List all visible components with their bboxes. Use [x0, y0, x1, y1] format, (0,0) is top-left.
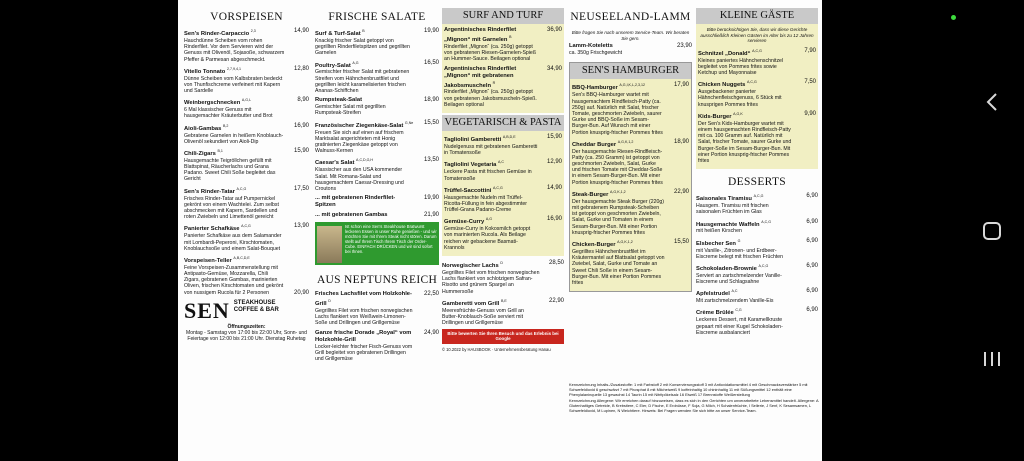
item-price: 18,90: [673, 138, 689, 145]
menu-item: [696, 263, 818, 285]
item-description: Mit zartschmelzendem Vanille-Eis: [696, 298, 774, 305]
lamm-list: [569, 43, 692, 56]
surf-box: [442, 8, 564, 113]
item-name: Chicken Nuggets $^{A,C,G}$: [698, 80, 757, 89]
menu-item: [696, 193, 818, 215]
logo: [184, 297, 309, 323]
allergen-codes: D: [500, 260, 503, 265]
item-description: Ausgebackener panierter Hähnchenfleischgenuss, 6 Stück mit knusprigen Pommes frites: [698, 89, 782, 108]
veg-box: [442, 115, 564, 256]
item-description: 6 Mal klassischer Genuss mit hausgemachter Kräuterbutter und Brot: [184, 107, 273, 120]
item-price: 18,90: [423, 97, 439, 104]
item-name: Tagliolini Vegetaria $^{A,C}$: [444, 160, 505, 169]
item-name: Crème Brûlée $^{C,G}$: [696, 308, 742, 317]
allergen-codes: A,C,G: [761, 219, 771, 224]
menu-item: [698, 48, 816, 77]
allergen-codes: G,Ne: [404, 120, 414, 125]
menu-item: [184, 186, 309, 221]
item-description: Frisches Rinder-Tatar auf Pumpernickel gekrönt von einem Wachtelei. Zum selbst abschmecken mit Kapern, Sardellen und roten Zwiebeln und Limettenöl gereicht: [184, 195, 279, 221]
surf-title: SURF AND TURF: [442, 8, 564, 24]
menu-item: [572, 189, 689, 236]
menu-item: [696, 288, 818, 304]
item-description: Gebratene Garnelen in heißem Knoblauch-Olivenöl sekundiert von Aioli-Dip: [184, 132, 284, 145]
hours-text: Montag - Samstag von 17:00 bis 22:00 Uhr, Sonn- und Feiertage von 12:00 bis 21:00 Uhr. Dienstag Ruhetag: [186, 329, 307, 342]
item-name: Vitello Tonnato $^{2,7,9,4,1}$: [184, 66, 241, 75]
allergen-codes: A,G,I,K,L,2,3,12: [619, 83, 645, 88]
allergen-codes: B,2: [223, 123, 229, 128]
item-description: mit Vanille-, Zitronen- und Erdbeer-Eiscreme belegt mit frischen Früchten: [696, 247, 784, 260]
recents-bars-icon[interactable]: [960, 350, 1024, 373]
home-square-icon[interactable]: [960, 221, 1024, 246]
allergen-codes: B: [509, 35, 512, 39]
item-description: Der hausgemachte Riesen-Rindfleisch-Patty (ca. 250 Gramm) ist getoppt von geschmorten Zwiebeln, Salat, Gurke und frischen Tomate mit Cheddar-Soße in einem Sesam-Burger-Bun. Mit einer Portion knusprig-frischer Pommes frites: [572, 148, 663, 186]
item-description: Hausgemachte Nudeln mit Trüffel-Ricotta-Füllung in fein abgestimmter Trüffel-Grana Padano-Creme: [444, 194, 528, 214]
item-name: Ganze frische Dorade „Royal“ vom Holzkohle-Grill: [315, 329, 412, 343]
item-name: Argentinisches Rinderfilet „Mignon“ mit Garnelen $^B$: [444, 27, 517, 43]
item-price: 9,90: [804, 110, 816, 117]
allergens-text: Kennzeichnung Allergene: Wir erreichen darauf hinzuweisen, dass es sich in den Gerichten um unverarbeitete Lebensmittel handelt. Allergene: A Glutenhaltiges Getreide, B Krebstiere, C Eier, D Fische, E Erdnüsse, F Soja, G Milch, H Schalenfrüchte, I Sellerie, J Senf, K Sesamsamen, L Schwefeldioxid, M Lupinen, N Weichtiere. Hinweis: Bei Fragen wenden Sie sich bitte an unser Service-Team.: [569, 398, 819, 413]
item-description: Gegrilltes Filet vom frischen norwegischen Lachs flankiert von Weißwein-Limonen-Soße und Drillingen und Grillgemüse: [315, 308, 413, 327]
item-name: Steak-Burger $^{A,G,K,1,2}$: [572, 189, 626, 198]
item-price: 22,50: [423, 291, 439, 298]
neptun-title: AUS NEPTUNS REICH: [316, 274, 438, 287]
item-description: Gemüse-Curry in Kokosmilch getoppt von marinierten Rucola. Als Beilage reichen wir gebackene Basmati-Krannols: [444, 226, 531, 251]
allergen-codes: A,C,G: [758, 263, 769, 268]
menu-item: [315, 212, 439, 219]
item-price: 12,80: [293, 65, 309, 72]
item-price: 23,90: [676, 43, 692, 50]
item-price: 14,90: [293, 28, 309, 34]
menu-item: [696, 238, 818, 260]
menu-page: [178, 0, 822, 461]
item-price: 17,50: [293, 185, 309, 192]
item-price: 16,90: [293, 122, 309, 129]
logo-sub-steakhouse: STEAKHOUSE: [233, 299, 276, 306]
item-description: Leckere Pasta mit frischen Gemüse in Tomatensoße: [444, 169, 532, 182]
allergen-codes: A,B,C,D,E: [233, 255, 250, 260]
allergen-codes: B,1: [217, 148, 223, 153]
kinder-title: KLEINE GÄSTE: [696, 8, 818, 24]
menu-item: [184, 148, 309, 183]
item-price: 19,90: [423, 195, 439, 202]
item-name: Argentinisches Rinderfilet „Mignon“ mit gebratenen Jakobsmuscheln $^R$: [444, 65, 517, 89]
menu-item: [696, 219, 818, 235]
logo-sub-coffee: COFFEE & BAR: [233, 306, 279, 313]
kinder-box: [696, 8, 818, 169]
lamm-title: NEUSEELAND-LAMM: [570, 11, 691, 23]
item-description: Hauchdünne Scheiben vom rohen Rinderfilet. Vor dem Servieren wird der Genuss mit Olivenöl, Sojasoße, schwarzem Pfeffer & Parmesan abgeschmeckt.: [184, 37, 285, 63]
item-price: 6,90: [806, 237, 818, 244]
opening-hours: [184, 324, 309, 342]
item-price: 15,90: [293, 147, 309, 154]
allergen-codes: A,C,G: [241, 224, 251, 229]
item-name: Caesar's Salat $^{A,C,D,G,H}$: [315, 158, 374, 167]
android-nav-bar: [960, 0, 1024, 461]
menu-item: [444, 134, 562, 156]
item-price: 22,90: [548, 297, 564, 304]
salate-title: FRISCHE SALATE: [328, 11, 426, 23]
allergen-codes: A,B,D,E: [502, 135, 516, 140]
desserts-list: [696, 193, 818, 336]
menu-item: [315, 28, 439, 57]
item-name: Trüffel-Saccottini $^{A,C,G}$: [444, 185, 503, 194]
item-description: Panierter Schafkäse aus dem Salamander mit Lombardi-Peperoni, Kirschtomaten, Knoblauchsoße und einem Salat-Bouquet: [184, 233, 282, 252]
allergen-codes: A,C,D,G,H: [356, 158, 374, 163]
allergens-notice: [569, 383, 819, 414]
item-description: Feine Vorspeisen-Zusammenstellung mit Antipasto-Gemüse, Mozzarella, Chili Zigars, gebratenen Gambas, marinierten Oliven, frischen Kirschtomaten und gekrönt von nussigem Rucola für 2 Personen: [184, 264, 284, 296]
item-description: Nudelgenuss mit gebratenen Gamberetti in Tomatensoße: [444, 143, 538, 157]
item-price: 36,90: [546, 27, 562, 33]
promo-text: Ist schon eine Sen's Steakhouse Bratwurst leckeren Essen in unser Ruhe genießen - und wir möchten Sie mit Ihrem Steak nicht stören. Darum stellt auf Ihrem Tisch Ihrem Tisch der Order-Cube. EINFACH DRÜCKEN und wir sind sofort bei Ihnen.: [345, 224, 437, 255]
menu-item: [569, 43, 692, 56]
allergen-codes: A,C: [498, 160, 505, 165]
item-description: mit heißen Kirschen: [696, 228, 742, 235]
menu-item: [444, 27, 562, 63]
item-name: Rumpsteak-Salat: [315, 97, 363, 104]
item-description: Meeresfrüchte-Genuss vom Grill an Butter-Knoblauch-Soße serviert mit Drillingen und Grillgemüse: [442, 307, 524, 327]
allergen-codes: 2,7,9,4,1: [226, 66, 241, 71]
item-name: Sen's Rinder-Tatar $^{A,C,G}$: [184, 186, 247, 195]
item-name: Saisonales Tiramisu $^{A,C,G}$: [696, 194, 764, 203]
menu-item: [572, 139, 689, 186]
salate-column: [315, 8, 439, 365]
allergen-codes: B,E: [500, 298, 507, 303]
menu-item: [572, 82, 689, 135]
vorspeisen-column: [184, 8, 309, 342]
allergen-codes: A,G: [485, 217, 493, 222]
item-description: Gegrilltes Hähnchenbrustfilet im Kräutermantel auf Blattsalat getoppt von Zwiebel, Salat, Gurke und Tomate an Sweet Chili Soße in einem Sesam-Burger-Bun. Mit einer Portion Pommes frites: [572, 248, 665, 286]
menu-item: [315, 120, 439, 155]
burger-list: [570, 80, 691, 291]
vorspeisen-title: VORSPEISEN: [210, 11, 283, 23]
menu-item: [698, 79, 816, 108]
allergen-codes: A,G,K,1,2: [617, 139, 634, 144]
allergen-codes: G: [737, 238, 741, 243]
burger-title: SEN'S HAMBURGER: [570, 63, 691, 79]
menu-item: [698, 111, 816, 164]
lamm-column: [569, 8, 692, 292]
item-name: Schokoladen-Brownie $^{A,C,G}$: [696, 263, 769, 272]
allergen-codes: 2,3: [250, 29, 256, 33]
burger-box: [569, 62, 692, 292]
menu-item: [315, 195, 439, 209]
item-price: 17,90: [673, 82, 689, 89]
item-price: 6,90: [806, 307, 818, 314]
item-price: 21,90: [423, 212, 439, 219]
menu-item: [442, 298, 564, 327]
item-price: 24,90: [423, 329, 439, 336]
menu-item: [696, 307, 818, 336]
allergen-codes: A,G,L: [241, 98, 252, 103]
veg-list: [442, 132, 564, 256]
item-description: Rinderfilet „Mignon“ (ca. 250g) getoppt von gebratenen Jakobsmuscheln-Spieß. Beilagen optional: [444, 89, 537, 108]
menu-item: [444, 216, 562, 251]
item-price: 16,50: [423, 59, 439, 66]
item-name: Kids-Burger $^{A,G,K}$: [698, 111, 743, 120]
allergen-codes: A,G: [352, 60, 359, 65]
item-name: Chili-Zigars $^{B,1}$: [184, 148, 223, 157]
item-description: Hausgem. Tiramisu mit frischen saisonalen Früchten im Glas: [696, 203, 769, 216]
menu-item: [184, 66, 309, 95]
item-description: Kleines paniertes Hähnchenschnitzel begleitet von Pommes frites sowie Ketchup und Mayonnaise: [698, 57, 784, 77]
item-name: Poultry-Salat $^{A,G}$: [315, 60, 359, 69]
item-name: Sen's Rinder-Carpaccio $^{2,3}$: [184, 29, 256, 37]
allergen-codes: A,C,G: [492, 185, 503, 190]
menu-item: [315, 330, 439, 363]
item-name: Gamberetti vom Grill $^{B,E}$: [442, 298, 507, 307]
camera-indicator: [951, 15, 956, 20]
item-description: ca. 350g Frischgewicht: [569, 50, 623, 57]
copyright: © 10.2022 by HAUSBOOK · Unternehmensberatung Hanau: [442, 346, 551, 352]
item-price: 6,90: [806, 288, 818, 295]
kinder-list: [696, 46, 818, 169]
allergen-codes: A,C,G: [746, 80, 757, 85]
lamm-note: Bitte fragen Sie nach unserem Service-Team. Wir beraten Sie gern.: [571, 30, 690, 41]
allergen-codes: A,G,K: [733, 111, 743, 116]
item-name: Weinbergschnecken $^{A,G,L}$: [184, 98, 252, 107]
item-price: 13,50: [423, 157, 439, 164]
item-description: Der hausgemachte Steak Burger (220g) mit gebratenem Rumpsteak-Scheiben ist getoppt von geschmorten Zwiebeln, Salat, Gurke und Tomaten in einem Sesam-Burger-Bun. Mit einer Portion knusprig-frischer Pommes frites: [572, 198, 664, 236]
item-price: 28,50: [548, 259, 564, 266]
desserts-title: DESSERTS: [728, 176, 786, 189]
item-name: Hausgemachte Waffeln $^{A,C,G}$: [696, 219, 771, 228]
menu-item: [572, 239, 689, 286]
item-name: Frisches Lachsfilet vom Holzkohle-Grill $^D$: [315, 291, 412, 308]
item-name: Surf & Turf-Salat $^B$: [315, 29, 365, 37]
lamp-image: [317, 226, 342, 263]
item-price: 15,50: [423, 119, 439, 126]
menu-item: [444, 66, 562, 109]
logo-sen: SEN: [184, 297, 230, 323]
item-name: Tagliolini Gamberetti $^{A,B,D,E}$: [444, 135, 516, 143]
item-name: Aioli-Gambas $^{B,2}$: [184, 123, 229, 132]
allergen-codes: A,C,G: [752, 48, 762, 53]
menu-item: [444, 185, 562, 214]
item-name: Gemüse-Curry $^{A,G}$: [444, 217, 493, 226]
veg-title: VEGETARISCH & PASTA: [442, 115, 564, 131]
item-description: Rinderfilet „Mignon“ (ca. 250g) getoppt von gebratenen Riesen-Garnelen-Spieß an Hummer-Sauce. Beilagen optional: [444, 43, 536, 63]
item-price: 12,90: [546, 159, 562, 166]
item-name: Panierter Schafkäse $^{A,C,G}$: [184, 224, 251, 233]
fisch2-list: [442, 260, 564, 326]
item-description: Gemischter frischer Salat mit gebratenen Streifen vom Hähnchenbrustfilet und gegrillten leicht karamelisierten frischen Ananas-Schiffchen: [315, 69, 410, 95]
menu-item: [442, 260, 564, 295]
item-price: 22,90: [673, 188, 689, 195]
menu-item: [315, 60, 439, 95]
item-description: Gegrilltes Filet vom frischen norwegischen Lachs flankiert von schlotzigem Safran-Risotto und grünem Spargel an Hummersoße: [442, 269, 540, 295]
item-price: 8,90: [297, 97, 309, 104]
item-name: Chicken-Burger $^{A,G,K,1,2}$: [572, 240, 633, 248]
item-name: Elsbecher Sen $^G$: [696, 238, 741, 247]
order-cube-promo: [315, 222, 439, 265]
item-description: Locker-leichter frischer Fisch-Genuss vom Grill begleitet von gebratenen Drillingen und Grillgemüse: [315, 343, 413, 363]
item-name: ... mit gebratenen Gambas: [315, 212, 388, 219]
menu-item: [315, 97, 439, 116]
item-price: 13,90: [293, 223, 309, 230]
item-price: 7,50: [804, 79, 816, 86]
item-price: 16,90: [546, 216, 562, 223]
menu-item: [184, 255, 309, 296]
item-price: 14,90: [546, 184, 562, 191]
item-description: Hausgemachte Teigröllchen gefüllt mit Blattspinat, Räucherlachs und Grana Padano. Sweet Chili Soße begleitet das Gericht: [184, 157, 276, 183]
item-name: Lamm-Koteletts: [569, 43, 613, 50]
item-name: Vorspeisen-Teller $^{A,B,C,D,E}$: [184, 255, 250, 264]
item-name: ... mit gebratenen Rinderfilet-Spitzen: [315, 195, 396, 209]
allergen-codes: A,C,G: [753, 194, 764, 199]
item-price: 6,90: [806, 262, 818, 269]
menu-item: [184, 28, 309, 63]
salate-list: [315, 28, 439, 219]
item-price: 34,90: [546, 65, 562, 72]
item-description: Serviert an zartschmelzender Vanille-Eiscreme und Schlagsahne: [696, 272, 782, 286]
hours-title: Öffnungszeiten:: [227, 323, 266, 330]
surf-column: [442, 8, 564, 352]
menu-item: [184, 97, 309, 119]
item-name: Französischer Ziegenkäse-Salat $^{G,Ne}$: [315, 120, 414, 129]
allergen-codes: D: [328, 299, 331, 304]
item-price: 19,90: [423, 28, 439, 34]
kinder-note: Bitte berücksichtigen Sie, dass wir diese Gerichte ausschließlich Kleinen Gästen im Alter bis zu 12 Jahren servieren: [700, 27, 814, 44]
vorspeisen-list: [184, 28, 309, 296]
allergen-codes: A,G,K,1,2: [617, 240, 633, 245]
item-price: 15,90: [546, 134, 562, 141]
item-description: Gemischter Salat mit gegrillten Rumpsteak-Streifen: [315, 104, 386, 117]
allergen-codes: C,G: [735, 308, 742, 313]
item-description: Klassischer aus den USA kommender Salat. Mit Romana-Salat und hausgemachtem Caesar-Dressing und Croutons: [315, 167, 404, 192]
item-name: Apfelstrudel $^{A,C}$: [696, 289, 738, 298]
item-name: Cheddar Burger $^{A,G,K,1,2}$: [572, 139, 634, 148]
allergen-codes: R: [492, 80, 496, 85]
item-name: Norwegischer Lachs $^D$: [442, 260, 503, 269]
neptun-list: [315, 291, 439, 362]
item-price: 20,90: [293, 289, 309, 296]
allergen-codes: B: [362, 29, 365, 33]
allergen-codes: A,G,K,1,2: [610, 189, 626, 194]
item-description: Freuen Sie sich auf einen auf frischem Marktsalat angerichteten mit Honig gratinierten Ziegenkäse getoppt von Walnuss-Kernen: [315, 129, 404, 155]
chevron-left-icon[interactable]: [960, 92, 1024, 117]
additives-text: Kennzeichnung Inhalts-/Zusatzstoffe: 1 mit Farbstoff 2 mit Konservierungsstoff 3 mit Antioxidationsmittel 4 mit Geschmacksverstärker 5 mit Schwefeldioxid 6 geschwärzt 7 mit Phosphat 8 mit Milcheiweiß 9 koffeinhaltig 10 chininhaltig 11 mit Süßungsmittel 12 enthält eine Phenylalaninquelle 13 gewachst 14 Taurin 15 mit Nitritpökelsalz 16 Eiweiß 17 Brennstoffe Weißerstellung: [569, 382, 808, 397]
google-review-banner: Bitte bewerten Sie Ihren Besuch und das Erlebnis bei Google: [442, 329, 564, 343]
allergen-codes: A,C,G: [236, 186, 247, 191]
item-description: Der Sen's Kids-Hamburger wartet mit einem hausgemachten Rindfleisch-Patty mit ca. 100 Gramm auf. Natürlich mit Salat, frischer Tomate, saurer Gurke und Burger-Soße im Sesam-Burger-Bun. Mit einer Portion knusprig-frischer Pommes frites: [698, 120, 792, 164]
menu-item: [315, 157, 439, 192]
item-name: Schnitzel „Donald“ $^{A,C,G}$: [698, 48, 762, 57]
item-description: Dünne Scheiben vom Kalbsbraten bedeckt von Thunfischcreme verfeinert mit Kapern und Sardelle: [184, 75, 283, 95]
allergen-codes: A,C: [731, 289, 738, 294]
item-price: 15,50: [673, 239, 689, 246]
kinder-column: [696, 8, 818, 339]
surf-list: [442, 25, 564, 113]
item-price: 7,90: [804, 47, 816, 54]
menu-item: [184, 223, 309, 252]
menu-item: [444, 159, 562, 181]
item-name: BBQ-Hamburger $^{A,G,I,K,L,2,3,12}$: [572, 83, 645, 92]
item-price: 6,90: [806, 218, 818, 225]
item-description: Sen's BBQ-Hamburger wartet mit hausgemachtem Rindfleisch-Patty (ca. 250g) auf. Natürlich mit Salat, frischer Tomate, geschmorten Zwiebeln, saurer Gurke und BBQ-Soße im Sesam-Burger-Bun. Auf Wunsch mit einer Portion knusprig-frischer Pommes frites: [572, 92, 663, 136]
item-description: Knackig frischer Salat getoppt von gegrillten Rinderfiletspitzen und gegrillten Garnelen: [315, 37, 410, 57]
menu-item: [184, 123, 309, 145]
menu-item: [315, 291, 439, 327]
item-description: Leckeres Dessert, mit Karamellkruste gepaart mit einer Kugel Schokoladen-Eiscreme ausbalanciert: [696, 317, 783, 336]
item-price: 6,90: [806, 193, 818, 200]
